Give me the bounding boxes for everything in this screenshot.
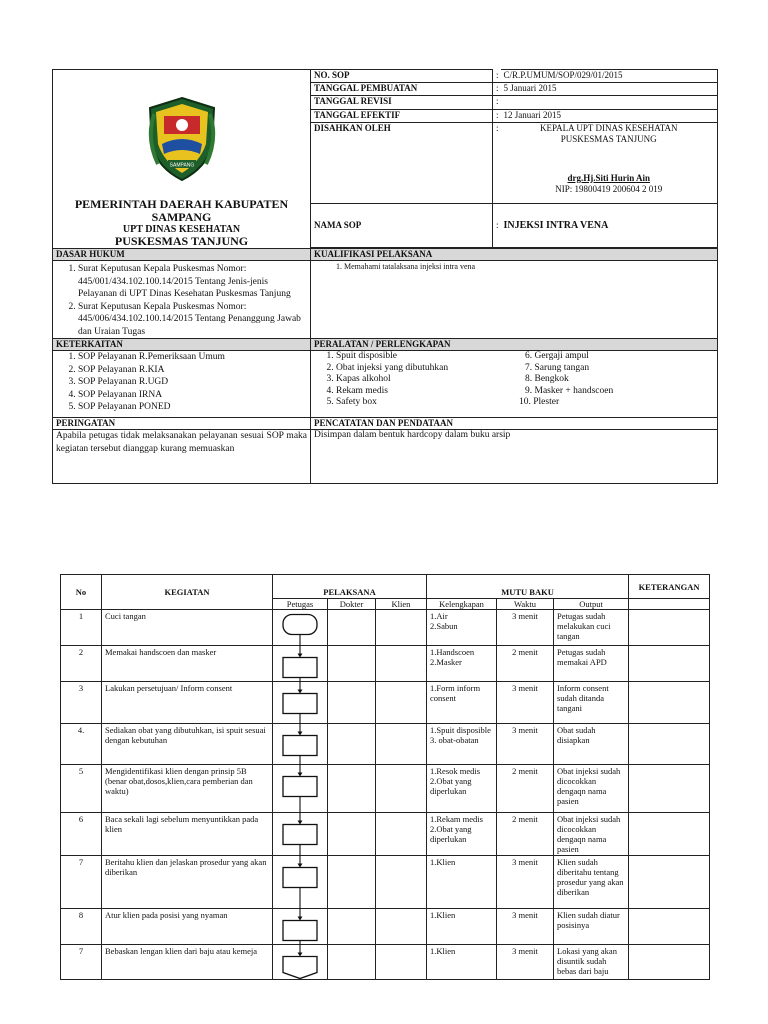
flow-row-dokter [328,813,376,856]
flow-row-output: Obat injeksi sudah dicocokkan dengaqn nama pasien [554,765,629,813]
flow-row [61,765,710,813]
flow-row-waktu: 2 menit [497,646,554,682]
tanggal-pembuatan-value: 5 Januari 2015 [501,83,718,96]
flow-row-kelengkapan: 1.Klien [427,856,497,909]
flow-row-kegiatan: Sediakan obat yang dibutuhkan, isi spuit sesuai dengan kebutuhan [102,724,273,765]
pencatatan-label: PENCATATAN DAN PENDATAAN [311,418,718,430]
government-title-line1: PEMERINTAH DAERAH KABUPATEN [74,197,289,211]
sampang-emblem-icon [142,94,222,184]
flow-row-kelengkapan: 1.Handscoen 2.Masker [427,646,497,682]
flow-row-petugas [273,856,328,909]
flow-row-output: Inform consent sudah ditanda tangani [554,682,629,724]
peralatan-item: 1. Spuit disposible [336,351,509,363]
flow-row-petugas [273,945,328,980]
col-kelengkapan-header: Kelengkapan [427,599,497,610]
flow-row-kelengkapan: 1.Rekam medis 2.Obat yang diperlukan [427,813,497,856]
signatory-nip: NIP: 19800419 200604 2 019 [555,183,663,194]
flow-row-dokter [328,682,376,724]
peralatan-item: 6. Gergaji ampul [525,351,589,361]
flow-row-keterangan [629,682,710,724]
signatory-name: drg.Hj.Siti Hurin Ain [567,172,651,183]
flow-row-kelengkapan: 1.Resok medis 2.Obat yang diperlukan [427,765,497,813]
flow-row-kelengkapan: 1.Klien [427,945,497,980]
peralatan-item: 10. Plester [519,397,560,407]
flow-row-keterangan [629,945,710,980]
svg-text:SAMPANG: SAMPANG [169,162,194,169]
flow-row-petugas [273,813,328,856]
keterkaitan-item: 4. SOP Pelayanan IRNA [78,389,307,402]
peralatan-item: 9. Masker + handscoen [525,385,614,396]
dasar-hukum-item: 2. Surat Keputusan Kepala Puskesmas Nomor: 445/006/434.102.100.14/2015 Tentang Penanggung Jawab dan Uraian Tugas [78,301,307,339]
tanggal-revisi-value [501,96,718,109]
dasar-hukum-label: DASAR HUKUM [53,249,311,261]
peralatan-item: 3. Kapas alkohol [336,374,509,386]
flow-row-no: 4. [61,724,102,765]
flow-row-kelengkapan: 1.Klien [427,909,497,945]
flow-row-klien [376,646,427,682]
flow-row-output: Obat sudah disiapkan [554,724,629,765]
keterkaitan-item: 1. SOP Pelayanan R.Pemeriksaan Umum [78,351,307,364]
flow-row-klien [376,945,427,980]
flow-row-dokter [328,724,376,765]
flow-row-no: 8 [61,909,102,945]
flow-row-kegiatan: Baca sekali lagi sebelum menyuntikkan pada klien [102,813,273,856]
flow-row-dokter [328,646,376,682]
flow-row-klien [376,909,427,945]
flow-row-kegiatan: Bebaskan lengan klien dari baju atau kemeja [102,945,273,980]
flow-row-klien [376,682,427,724]
tanggal-efektif-value: 12 Januari 2015 [501,109,718,122]
flow-row-output: Klien sudah diatur posisinya [554,909,629,945]
flow-row-no: 3 [61,682,102,724]
peralatan-label: PERALATAN / PERLENGKAPAN [311,339,718,351]
approver-title-1: KEPALA UPT DINAS KESEHATAN [539,122,678,133]
procedure-flow-table [60,574,710,980]
flow-row-klien [376,724,427,765]
flow-row-dokter [328,765,376,813]
peralatan-list [311,351,718,418]
flow-row-petugas [273,724,328,765]
flow-row-kelengkapan: 1.Spuit disposible 3. obat-obatan [427,724,497,765]
logo-cell [53,70,311,249]
flow-row-waktu: 3 menit [497,724,554,765]
keterkaitan-item: 3. SOP Pelayanan R.UGD [78,376,307,389]
disahkan-label: DISAHKAN OLEH [311,122,493,203]
flow-row-output: Klien sudah diberitahu tentang prosedur yang akan diberikan [554,856,629,909]
flow-row-petugas [273,909,328,945]
flow-row-klien [376,610,427,646]
flow-row-kegiatan: Atur klien pada posisi yang nyaman [102,909,273,945]
flow-row-klien [376,765,427,813]
flow-row [61,682,710,724]
flow-row-no: 2 [61,646,102,682]
flow-row-klien [376,856,427,909]
peralatan-item: 8. Bengkok [525,374,569,384]
peringatan-label: PERINGATAN [53,418,311,430]
flow-row-petugas [273,682,328,724]
agency-title: UPT DINAS KESEHATAN [122,224,241,235]
flow-row-klien [376,813,427,856]
flow-row-kegiatan: Memakai handscoen dan masker [102,646,273,682]
flow-row-waktu: 2 menit [497,765,554,813]
flow-row-dokter [328,856,376,909]
dasar-hukum-list [53,261,311,339]
col-dokter-header: Dokter [328,599,376,610]
peralatan-item: 7. Sarung tangan [525,362,590,373]
flow-row [61,646,710,682]
col-klien-header: Klien [376,599,427,610]
flow-row [61,724,710,765]
kualifikasi-list [311,261,718,339]
peralatan-item: 2. Obat injeksi yang dibutuhkan [336,363,509,375]
facility-title: PUSKESMAS TANJUNG [114,234,249,248]
keterkaitan-label: KETERKAITAN [53,339,311,351]
keterkaitan-item: 2. SOP Pelayanan R.KIA [78,364,307,377]
col-mutu-baku-header: MUTU BAKU [427,575,629,599]
flow-row-dokter [328,610,376,646]
flow-row [61,813,710,856]
nama-sop-label: NAMA SOP [311,203,493,247]
no-sop-label: NO. SOP [311,70,493,83]
col-no-header: No [61,575,102,610]
flow-row [61,610,710,646]
flow-row-kegiatan: Beritahu klien dan jelaskan prosedur yang akan diberikan [102,856,273,909]
peringatan-text: Apabila petugas tidak melaksanakan pelayanan sesuai SOP maka kegiatan tersebut dianggap kurang memuaskan [53,430,311,484]
no-sop-value: C/R.P.UMUM/SOP/029/01/2015 [501,70,718,83]
flow-row-kelengkapan: 1.Form inform consent [427,682,497,724]
kualifikasi-label: KUALIFIKASI PELAKSANA [311,249,718,261]
flow-row-keterangan [629,813,710,856]
nama-sop-value: INJEKSI INTRA VENA [501,203,718,247]
flow-row-dokter [328,909,376,945]
tanggal-efektif-label: TANGGAL EFEKTIF [311,109,493,122]
keterkaitan-item: 5. SOP Pelayanan PONED [78,401,307,414]
col-output-header: Output [554,599,629,610]
flow-row-output: Petugas sudah melakukan cuci tangan [554,610,629,646]
flow-row-waktu: 3 menit [497,682,554,724]
flow-row [61,909,710,945]
flow-row [61,945,710,980]
col-kegiatan-header: KEGIATAN [102,575,273,610]
flow-row-keterangan [629,856,710,909]
flow-row-kelengkapan: 1.Air 2.Sabun [427,610,497,646]
flow-row-no: 7 [61,856,102,909]
flow-row-no: 1 [61,610,102,646]
flow-row-kegiatan: Lakukan persetujuan/ Inform consent [102,682,273,724]
flow-row-kegiatan: Mengidentifikasi klien dengan prinsip 5B (benar obat,dosos,klien,cara pemberian dan waktu) [102,765,273,813]
flow-row-keterangan [629,646,710,682]
flow-row [61,856,710,909]
flow-row-no: 7 [61,945,102,980]
approver-title-2: PUSKESMAS TANJUNG [560,133,657,144]
sop-header-table: SAMPANG PEMERINTAH DAERAH KABUPATEN SAMPANG UPT DINAS KESEHATAN PUSKESMAS TANJUNG NO. SOP : C/R.P.UMUM/SOP/029/01/2015 TANGGAL PEMBUATAN : 5 Januari 2015 TANGGAL REVISI : TANGGAL EFEKTIF : 12 Januari 2015 DISAHKAN OLEH : KEPALA UPT DINAS KESEHATAN PUSKESMAS TANJUNG drg.Hj.Siti Hurin Ain NIP: 19800419 200604 2 019 NAMA SOP : INJEKSI INTRA VENA DASAR HUKUM KUALIFIKASI PELAKSANA 1. Surat Keputusan Kepala Puskesmas Nomor: 445/001/434.102.100.14/2015 Tentang Jenis-jenis Pelayanan di UPT Dinas Kesehatan Puskesmas Tanjung 2. Surat Keputusan Kepala Puskesmas Nomor: 445/006/434.102.100.14/2015 Tentang Penanggung Jawab dan Uraian Tugas 1. Memahami tatalaksana injeksi intra vena KETERKAITAN PERALATAN / PERLENGKAPAN 1. SOP Pelayanan R.Pemeriksaan Umum 2. SOP Pelayanan R.KIA 3. SOP Pelayanan R.UGD 4. SOP Pelayanan IRNA 5. SOP Pelayanan PONED 1. Spuit disposible 2. Obat injeksi yang dibutuhkan 3. Kapas alkohol 4. Rekam medis 5. Safety box 6. Gergaji ampul 7. Sarung tangan 8. Bengkok 9. Masker + handscoen 10. Plester PERINGATAN PENCATATAN DAN PENDATAAN Apabila petugas tidak melaksanakan pelayanan sesuai SOP maka kegiatan tersebut dianggap kurang memuaskan Disimpan dalam bentuk hardcopy dalam buku arsip [52,69,718,484]
flow-row-petugas [273,610,328,646]
flow-row-keterangan [629,909,710,945]
flow-row-waktu: 3 menit [497,610,554,646]
flow-row-petugas [273,646,328,682]
col-pelaksana-header: PELAKSANA [273,575,427,599]
flow-row-output: Petugas sudah memakai APD [554,646,629,682]
flow-row-petugas [273,765,328,813]
keterkaitan-list [53,351,311,418]
peralatan-item: 5. Safety box [336,397,509,409]
col-keterangan-header: KETERANGAN [629,575,710,599]
col-waktu-header: Waktu [497,599,554,610]
flow-row-keterangan [629,724,710,765]
tanggal-revisi-label: TANGGAL REVISI [311,96,493,109]
approval-block [501,122,718,203]
tanggal-pembuatan-label: TANGGAL PEMBUATAN [311,83,493,96]
flow-row-waktu: 3 menit [497,945,554,980]
government-title-line2: SAMPANG [151,210,212,224]
flow-row-waktu: 3 menit [497,856,554,909]
flow-row-output: Lokasi yang akan disuntik sudah bebas dari baju [554,945,629,980]
flow-row-waktu: 2 menit [497,813,554,856]
dasar-hukum-item: 1. Surat Keputusan Kepala Puskesmas Nomor: 445/001/434.102.100.14/2015 Tentang Jenis-jenis Pelayanan di UPT Dinas Kesehatan Puskesmas Tanjung [78,263,307,301]
flow-row-waktu: 3 menit [497,909,554,945]
flow-row-no: 5 [61,765,102,813]
flow-row-keterangan [629,765,710,813]
flow-row-dokter [328,945,376,980]
flow-row-kegiatan: Cuci tangan [102,610,273,646]
col-petugas-header: Petugas [273,599,328,610]
kualifikasi-item: 1. Memahami tatalaksana injeksi intra vena [344,261,714,274]
flow-row-keterangan [629,610,710,646]
peralatan-item: 4. Rekam medis [336,386,509,398]
flow-row-no: 6 [61,813,102,856]
flow-row-output: Obat injeksi sudah dicocokkan dengaqn nama pasien [554,813,629,856]
pencatatan-text: Disimpan dalam bentuk hardcopy dalam buku arsip [311,430,718,484]
